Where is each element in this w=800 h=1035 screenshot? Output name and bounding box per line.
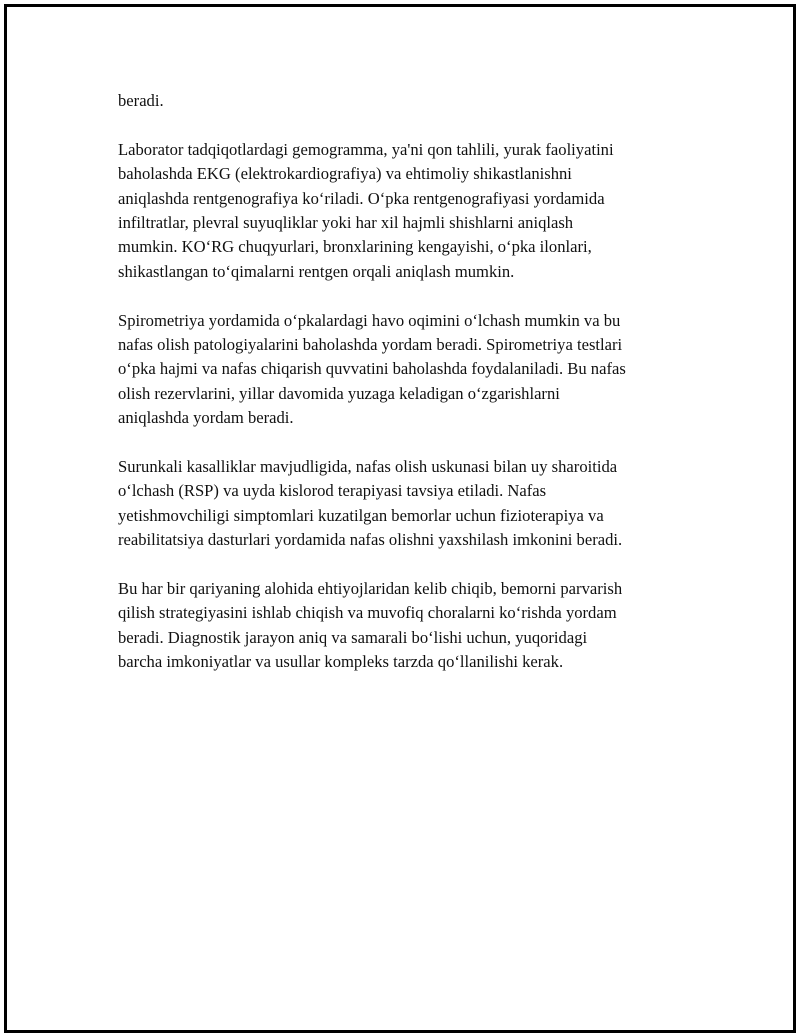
- paragraph-2: [118, 138, 688, 284]
- text-line: Surunkali kasalliklar mavjudligida, nafas olish uskunasi bilan uy sharoitida: [118, 457, 618, 477]
- text-line: oʻpka hajmi va nafas chiqarish quvvatini baholashda foydalaniladi. Bu nafas: [118, 359, 626, 379]
- text-line: barcha imkoniyatlar va usullar kompleks tarzda qoʻllanilishi kerak.: [118, 652, 564, 672]
- paragraph-3: [118, 309, 688, 431]
- document-body: [118, 89, 688, 699]
- text-line: yetishmovchiligi simptomlari kuzatilgan bemorlar uchun fizioterapiya va: [118, 505, 604, 525]
- text-line: Bu har bir qariyaning alohida ehtiyojlaridan kelib chiqib, bemorni parvarish: [118, 579, 623, 599]
- text-line: reabilitatsiya dasturlari yordamida nafas olishni yaxshilash imkonini beradi.: [118, 530, 623, 550]
- text-line: shikastlangan toʻqimalarni rentgen orqali aniqlash mumkin.: [118, 261, 515, 281]
- text-line: baholashda EKG (elektrokardiografiya) va ehtimoliy shikastlanishni: [118, 164, 572, 184]
- text-line: mumkin. KOʻRG chuqyurlari, bronxlarining kengayishi, oʻpka ilonlari,: [118, 237, 592, 257]
- text-line: nafas olish patologiyalarini baholashda yordam beradi. Spirometriya testlari: [118, 335, 623, 355]
- text-line: infiltratlar, plevral suyuqliklar yoki har xil hajmli shishlarni aniqlash: [118, 213, 574, 233]
- paragraph-5: [118, 577, 688, 675]
- paragraph-4: [118, 455, 688, 553]
- text-line: beradi. Diagnostik jarayon aniq va samarali boʻlishi uchun, yuqoridagi: [118, 627, 588, 647]
- text-line: beradi.: [118, 91, 164, 110]
- text-line: aniqlashda rentgenografiya koʻriladi. Oʻpka rentgenografiyasi yordamida: [118, 188, 605, 208]
- paragraph-1: [118, 89, 688, 113]
- text-line: Laborator tadqiqotlardagi gemogramma, ya'ni qon tahlili, yurak faoliyatini: [118, 139, 614, 159]
- text-line: aniqlashda yordam beradi.: [118, 408, 294, 428]
- text-line: Spirometriya yordamida oʻpkalardagi havo oqimini oʻlchash mumkin va bu: [118, 310, 621, 330]
- text-line: olish rezervlarini, yillar davomida yuzaga keladigan oʻzgarishlarni: [118, 383, 560, 403]
- text-line: oʻlchash (RSP) va uyda kislorod terapiyasi tavsiya etiladi. Nafas: [118, 481, 547, 501]
- text-line: qilish strategiyasini ishlab chiqish va muvofiq choralarni koʻrishda yordam: [118, 603, 617, 623]
